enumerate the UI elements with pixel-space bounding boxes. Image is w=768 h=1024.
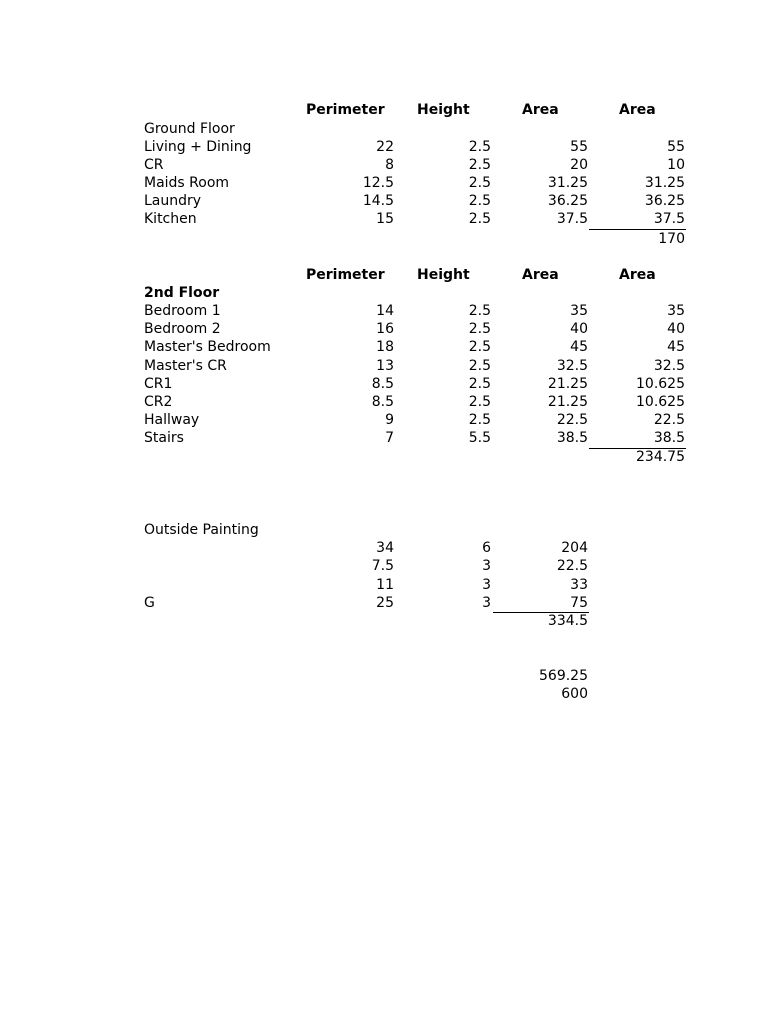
second-header-perimeter: Perimeter (306, 267, 385, 283)
ground-header-perimeter: Perimeter (306, 102, 385, 118)
table-row-label: Hallway (144, 412, 200, 428)
table-cell-perimeter: 14 (376, 303, 394, 319)
table-cell-height: 2.5 (468, 211, 491, 227)
outside-painting-title: Outside Painting (144, 522, 259, 538)
table-row-label: Master's Bedroom (144, 339, 271, 355)
table-cell-height: 5.5 (468, 430, 491, 446)
table-row-label: Living + Dining (144, 139, 252, 155)
table-cell-area: 75 (570, 595, 588, 611)
ground-header-area: Area (522, 102, 559, 118)
table-cell-perimeter: 8 (385, 157, 394, 173)
table-cell-area2: 36.25 (644, 193, 685, 209)
ground-header-height: Height (417, 102, 470, 118)
table-cell-perimeter: 7 (385, 430, 394, 446)
second-floor-title: 2nd Floor (144, 285, 220, 301)
table-cell-area: 204 (561, 540, 588, 556)
table-cell-perimeter: 9 (385, 412, 394, 428)
table-cell-area2: 22.5 (653, 412, 685, 428)
table-cell-area: 37.5 (556, 211, 588, 227)
table-cell-height: 2.5 (468, 157, 491, 173)
table-row-label: G (144, 595, 155, 611)
table-cell-perimeter: 25 (376, 595, 394, 611)
second-header-height: Height (417, 267, 470, 283)
table-cell-height: 2.5 (468, 376, 491, 392)
second-header-area: Area (522, 267, 559, 283)
table-cell-height: 2.5 (468, 339, 491, 355)
table-cell-area2: 10.625 (636, 394, 685, 410)
table-cell-area: 21.25 (547, 376, 588, 392)
table-cell-height: 2.5 (468, 193, 491, 209)
table-cell-height: 2.5 (468, 321, 491, 337)
table-row-label: CR2 (144, 394, 173, 410)
table-row-label: Bedroom 1 (144, 303, 221, 319)
table-cell-area2: 10 (667, 157, 685, 173)
table-cell-height: 3 (482, 577, 491, 593)
table-cell-height: 2.5 (468, 303, 491, 319)
table-cell-perimeter: 11 (376, 577, 394, 593)
table-cell-area: 31.25 (547, 175, 588, 191)
table-cell-perimeter: 15 (376, 211, 394, 227)
table-cell-perimeter: 16 (376, 321, 394, 337)
table-cell-area: 20 (570, 157, 588, 173)
table-cell-area2: 31.25 (644, 175, 685, 191)
table-cell-area: 33 (570, 577, 588, 593)
table-cell-perimeter: 12.5 (362, 175, 394, 191)
table-row-label: CR1 (144, 376, 173, 392)
table-cell-area2: 35 (667, 303, 685, 319)
rounded-total: 600 (561, 686, 588, 702)
table-cell-perimeter: 18 (376, 339, 394, 355)
table-row-label: Stairs (144, 430, 184, 446)
table-cell-area2: 40 (667, 321, 685, 337)
table-cell-area: 22.5 (556, 412, 588, 428)
table-cell-height: 6 (482, 540, 491, 556)
table-cell-area2: 55 (667, 139, 685, 155)
grand-total: 569.25 (539, 668, 588, 684)
table-cell-area: 32.5 (556, 358, 588, 374)
table-cell-area2: 45 (667, 339, 685, 355)
table-row-label: Maids Room (144, 175, 230, 191)
ground-floor-total: 170 (658, 231, 685, 247)
table-cell-area2: 32.5 (653, 358, 685, 374)
table-cell-area: 35 (570, 303, 588, 319)
table-cell-area2: 10.625 (636, 376, 685, 392)
table-cell-height: 2.5 (468, 412, 491, 428)
table-cell-height: 2.5 (468, 394, 491, 410)
table-cell-height: 3 (482, 558, 491, 574)
second-header-area2: Area (619, 267, 656, 283)
table-cell-perimeter: 8.5 (371, 376, 394, 392)
table-cell-height: 2.5 (468, 139, 491, 155)
table-row-label: Master's CR (144, 358, 227, 374)
second-floor-total: 234.75 (636, 449, 685, 465)
table-cell-area: 38.5 (556, 430, 588, 446)
outside-painting-total: 334.5 (547, 613, 588, 629)
table-cell-height: 2.5 (468, 358, 491, 374)
table-cell-area: 22.5 (556, 558, 588, 574)
table-cell-area2: 37.5 (653, 211, 685, 227)
table-cell-area2: 38.5 (653, 430, 685, 446)
table-row-label: CR (144, 157, 164, 173)
table-cell-perimeter: 14.5 (362, 193, 394, 209)
table-cell-perimeter: 8.5 (371, 394, 394, 410)
table-cell-height: 2.5 (468, 175, 491, 191)
table-cell-area: 45 (570, 339, 588, 355)
table-cell-perimeter: 22 (376, 139, 394, 155)
table-cell-area: 21.25 (547, 394, 588, 410)
table-cell-perimeter: 7.5 (371, 558, 394, 574)
ground-header-area2: Area (619, 102, 656, 118)
table-cell-perimeter: 34 (376, 540, 394, 556)
table-cell-height: 3 (482, 595, 491, 611)
ground-floor-title: Ground Floor (144, 121, 235, 137)
table-cell-area: 36.25 (547, 193, 588, 209)
table-cell-area: 55 (570, 139, 588, 155)
table-cell-perimeter: 13 (376, 358, 394, 374)
table-cell-area: 40 (570, 321, 588, 337)
table-row-label: Kitchen (144, 211, 197, 227)
table-row-label: Laundry (144, 193, 202, 209)
table-row-label: Bedroom 2 (144, 321, 221, 337)
